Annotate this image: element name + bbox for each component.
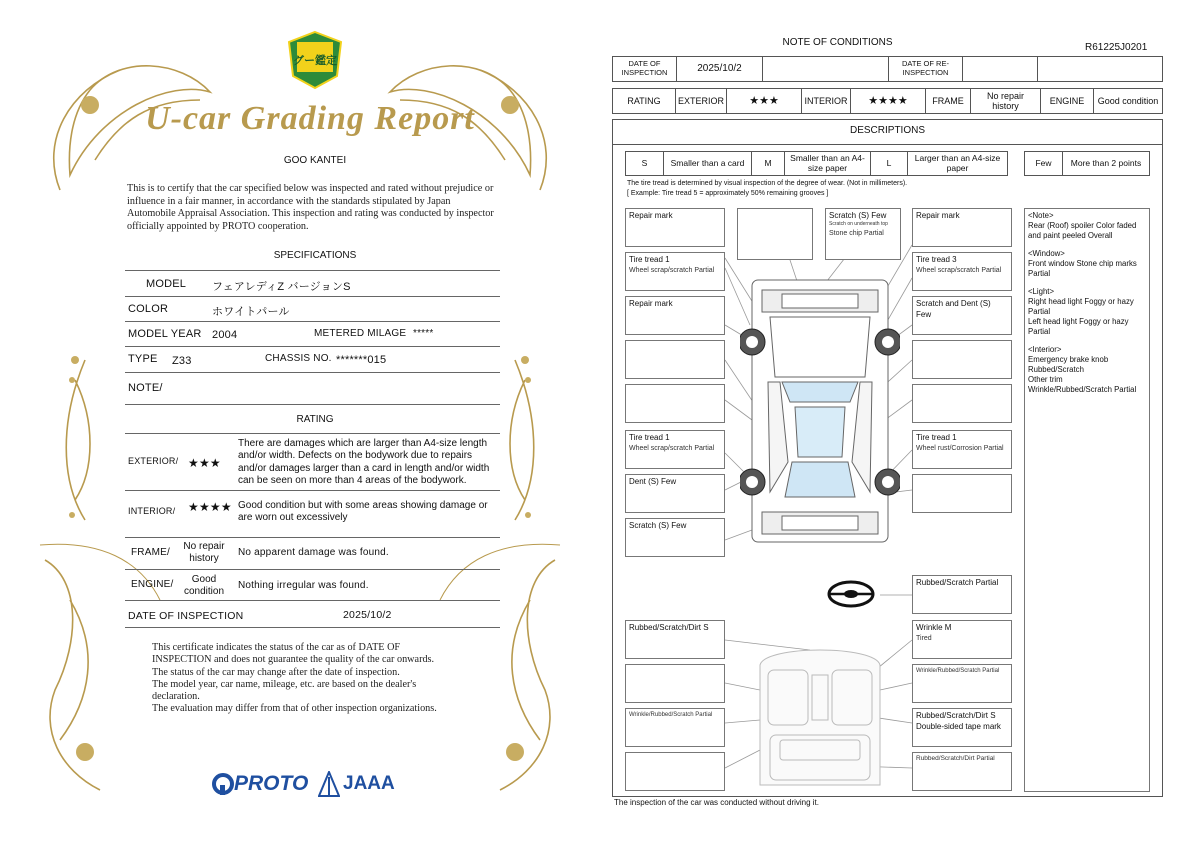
jaaa-logo-text: JAAA [343,773,395,794]
box-subtext: Wheel scrap/scratch Partial [629,266,715,274]
footer-line: This certificate indicates the status of the car as of DATE OF [152,642,401,653]
legend-few: Few [1025,152,1063,176]
note-line: Front window Stone chip marks Partial [1028,259,1137,278]
model-year-value: 2004 [212,329,238,341]
box-text: Scratch and Dent (S) Few [916,299,991,319]
ext-top-box [825,208,901,260]
box-text: Scratch (S) Few [829,211,887,220]
legend-l: L [871,152,908,176]
proto-logo [212,770,308,798]
exterior-desc: There are damages which are larger than A4-size length and/or width. Defects on the bodywork due to repairs and/or damages larger than a card in length and/or width can be seen on more than 4 areas of the bodywork. [238,438,490,487]
certificate-title: U-car Grading Report [145,100,475,137]
box-text: Repair mark [629,299,673,308]
note-label: NOTE/ [128,382,163,394]
note-line: <Window> [1028,249,1065,258]
interior-desc: Good condition but with some areas showing damage or are worn out excessively [238,500,488,524]
tread-example: [ Example: Tire tread 5 = approximately 50% remaining grooves ] [627,190,829,197]
badge-text: グー鑑定 [293,55,337,67]
note-line [1028,241,1146,249]
car-interior-diagram [750,640,890,790]
box-text: Rubbed/Scratch/Dirt Partial [916,755,995,762]
intro-text: This is to certify that the car specified below was inspected and rated without prejudice or influence in a fair manner, in accordance with the standards stipulated by Japan Automobile Appraisal Association. This inspection and rating was conducted by inspector officially appointed by PROTO cooperation. [127,183,494,232]
frame-label: FRAME [926,89,971,114]
exterior-stars: ★★★ [188,456,221,470]
int-right-box [912,708,1012,747]
ext-top-box [737,208,813,260]
box-text: Scratch (S) Few [629,521,687,530]
footer-line: The evaluation may differ from that of other inspection organizations. [152,703,437,715]
box-text: Wrinkle M [916,623,952,632]
legend-m: M [752,152,785,176]
interior-label: INTERIOR [802,89,851,114]
box-subtext: Tired [916,634,932,642]
model-year-label: MODEL YEAR [128,328,202,340]
interior-stars: ★★★★ [188,500,232,514]
type-label: TYPE [128,353,158,365]
engine-value: Good condition [183,574,225,597]
ext-left-box [625,252,725,291]
box-text: Tire tread 1 [916,433,957,442]
ext-right-box [912,474,1012,513]
frame-value: No repair history [183,541,225,564]
report-number: R61225J0201 [1085,42,1148,53]
exterior-label: EXTERIOR/ [128,456,179,466]
int-left-box [625,752,725,791]
rating-heading: RATING [296,414,334,425]
note-line: <Note> [1028,211,1054,220]
frame-desc: No apparent damage was found. [238,547,389,558]
box-subtext: Stone chip Partial [829,230,884,238]
chassis-value: *******015 [336,354,387,366]
box-text: Rubbed/Scratch/Dirt S [629,623,709,632]
exterior-label: EXTERIOR [676,89,727,114]
ext-left-box [625,430,725,469]
rating-label: RATING [613,89,676,114]
int-right-box [912,620,1012,659]
note-line: Other trim Wrinkle/Rubbed/Scratch Partial [1028,375,1137,394]
note-line [1028,279,1146,287]
note-line: <Light> [1028,287,1055,296]
date-label: DATE OF INSPECTION [128,610,244,622]
reinspection-label: DATE OF RE-INSPECTION [889,57,963,82]
box-text: Rubbed/Scratch Partial [916,578,999,587]
spec-heading: SPECIFICATIONS [273,250,357,261]
conditions-title: NOTE OF CONDITIONS [782,37,893,48]
ext-right-box [912,208,1012,247]
mileage-value: ***** [413,328,434,339]
footer-line: The status of the car may change after the date of inspection. [152,666,400,678]
footer-line: declaration. [152,691,200,703]
box-text: Rubbed/Scratch/Dirt S [916,711,996,720]
color-value: ホワイトパール [212,306,290,318]
ext-right-box [912,296,1012,335]
frame-value: No repair history [971,89,1041,114]
tread-note: The tire tread is determined by visual inspection of the degree of wear. (Not in millimeters). [627,180,908,187]
note-line: Left head light Foggy or hazy Partial [1028,317,1129,336]
conditions-panel [600,0,1200,848]
ext-left-box [625,340,725,379]
legend-s: S [626,152,664,176]
type-value: Z33 [172,355,192,367]
note-line [1028,337,1146,345]
goo-kantei-badge [287,30,343,90]
engine-label: ENGINE [1041,89,1094,114]
ext-right-box [912,430,1012,469]
box-text: Wrinkle/Rubbed/Scratch Partial [629,712,713,718]
legend-m-desc: Smaller than an A4-size paper [785,152,871,176]
date-inspection-value: 2025/10/2 [677,57,763,82]
issuer: GOO KANTEI [283,155,347,166]
note-line: Rear (Roof) spoiler Color faded and paint peeled Overall [1028,221,1137,240]
box-text: Repair mark [629,211,673,220]
model-label: MODEL [146,278,187,290]
exterior-stars: ★★★ [727,89,802,114]
car-exterior-diagram [740,272,900,550]
box-text: Repair mark [916,211,960,220]
legend-l-desc: Larger than an A4-size paper [908,152,1008,176]
box-text: Tire tread 3 [916,255,957,264]
legend-few-desc: More than 2 points [1063,152,1150,176]
box-text: Dent (S) Few [629,477,677,486]
ext-right-box [912,340,1012,379]
ext-right-box [912,252,1012,291]
note-line: Emergency brake knob Rubbed/Scratch [1028,355,1109,374]
note-line: <Interior> [1028,345,1062,354]
color-label: COLOR [128,303,169,315]
ext-left-box [625,518,725,557]
interior-stars: ★★★★ [851,89,926,114]
jaaa-logo [318,770,395,798]
date-inspection-label: DATE OF INSPECTION [613,57,677,82]
box-text: Wrinkle/Rubbed/Scratch Partial [916,668,1000,674]
ext-left-box [625,296,725,335]
box-subtext: Wheel rust/Corrosion Partial [916,444,1004,452]
ext-left-box [625,384,725,423]
box-subtext: Wheel scrap/scratch Partial [916,266,1002,274]
int-right-box [912,664,1012,703]
ext-right-box [912,384,1012,423]
engine-desc: Nothing irregular was found. [238,580,369,591]
ext-left-box [625,208,725,247]
chassis-label: CHASSIS NO. [265,353,332,364]
box-subtext: Wheel scrap/scratch Partial [629,444,715,452]
date-value: 2025/10/2 [343,609,392,621]
model-value: フェアレディZ バージョンS [212,281,351,293]
engine-value: Good condition [1094,89,1163,114]
int-left-box [625,708,725,747]
mileage-label: METERED MILAGE [314,328,407,339]
ext-left-box [625,474,725,513]
note-line: Right head light Foggy or hazy Partial [1028,297,1134,316]
interior-label: INTERIOR/ [128,506,176,516]
int-right-box [912,752,1012,791]
box-text: Tire tread 1 [629,255,670,264]
certificate-footer [152,642,482,716]
int-left-box [625,664,725,703]
frame-label: FRAME/ [131,547,170,558]
conditions-footer: The inspection of the car was conducted without driving it. [614,798,819,807]
footer-line: The model year, car name, mileage, etc. are based on the dealer's [152,678,417,690]
descriptions-heading: DESCRIPTIONS [849,125,925,136]
notes-panel [1024,208,1150,792]
proto-logo-text: PROTO [234,772,309,795]
steering-wheel-icon [826,579,876,609]
legend-s-desc: Smaller than a card [664,152,752,176]
footer-line: INSPECTION and does not guarantee the quality of the car onwards. [152,654,435,666]
int-left-box [625,620,725,659]
engine-label: ENGINE/ [131,579,174,590]
int-right-box [912,575,1012,614]
box-subtext: Double-sided tape mark [916,721,1001,731]
box-note: Scratch on underneath top [829,220,888,227]
box-text: Tire tread 1 [629,433,670,442]
